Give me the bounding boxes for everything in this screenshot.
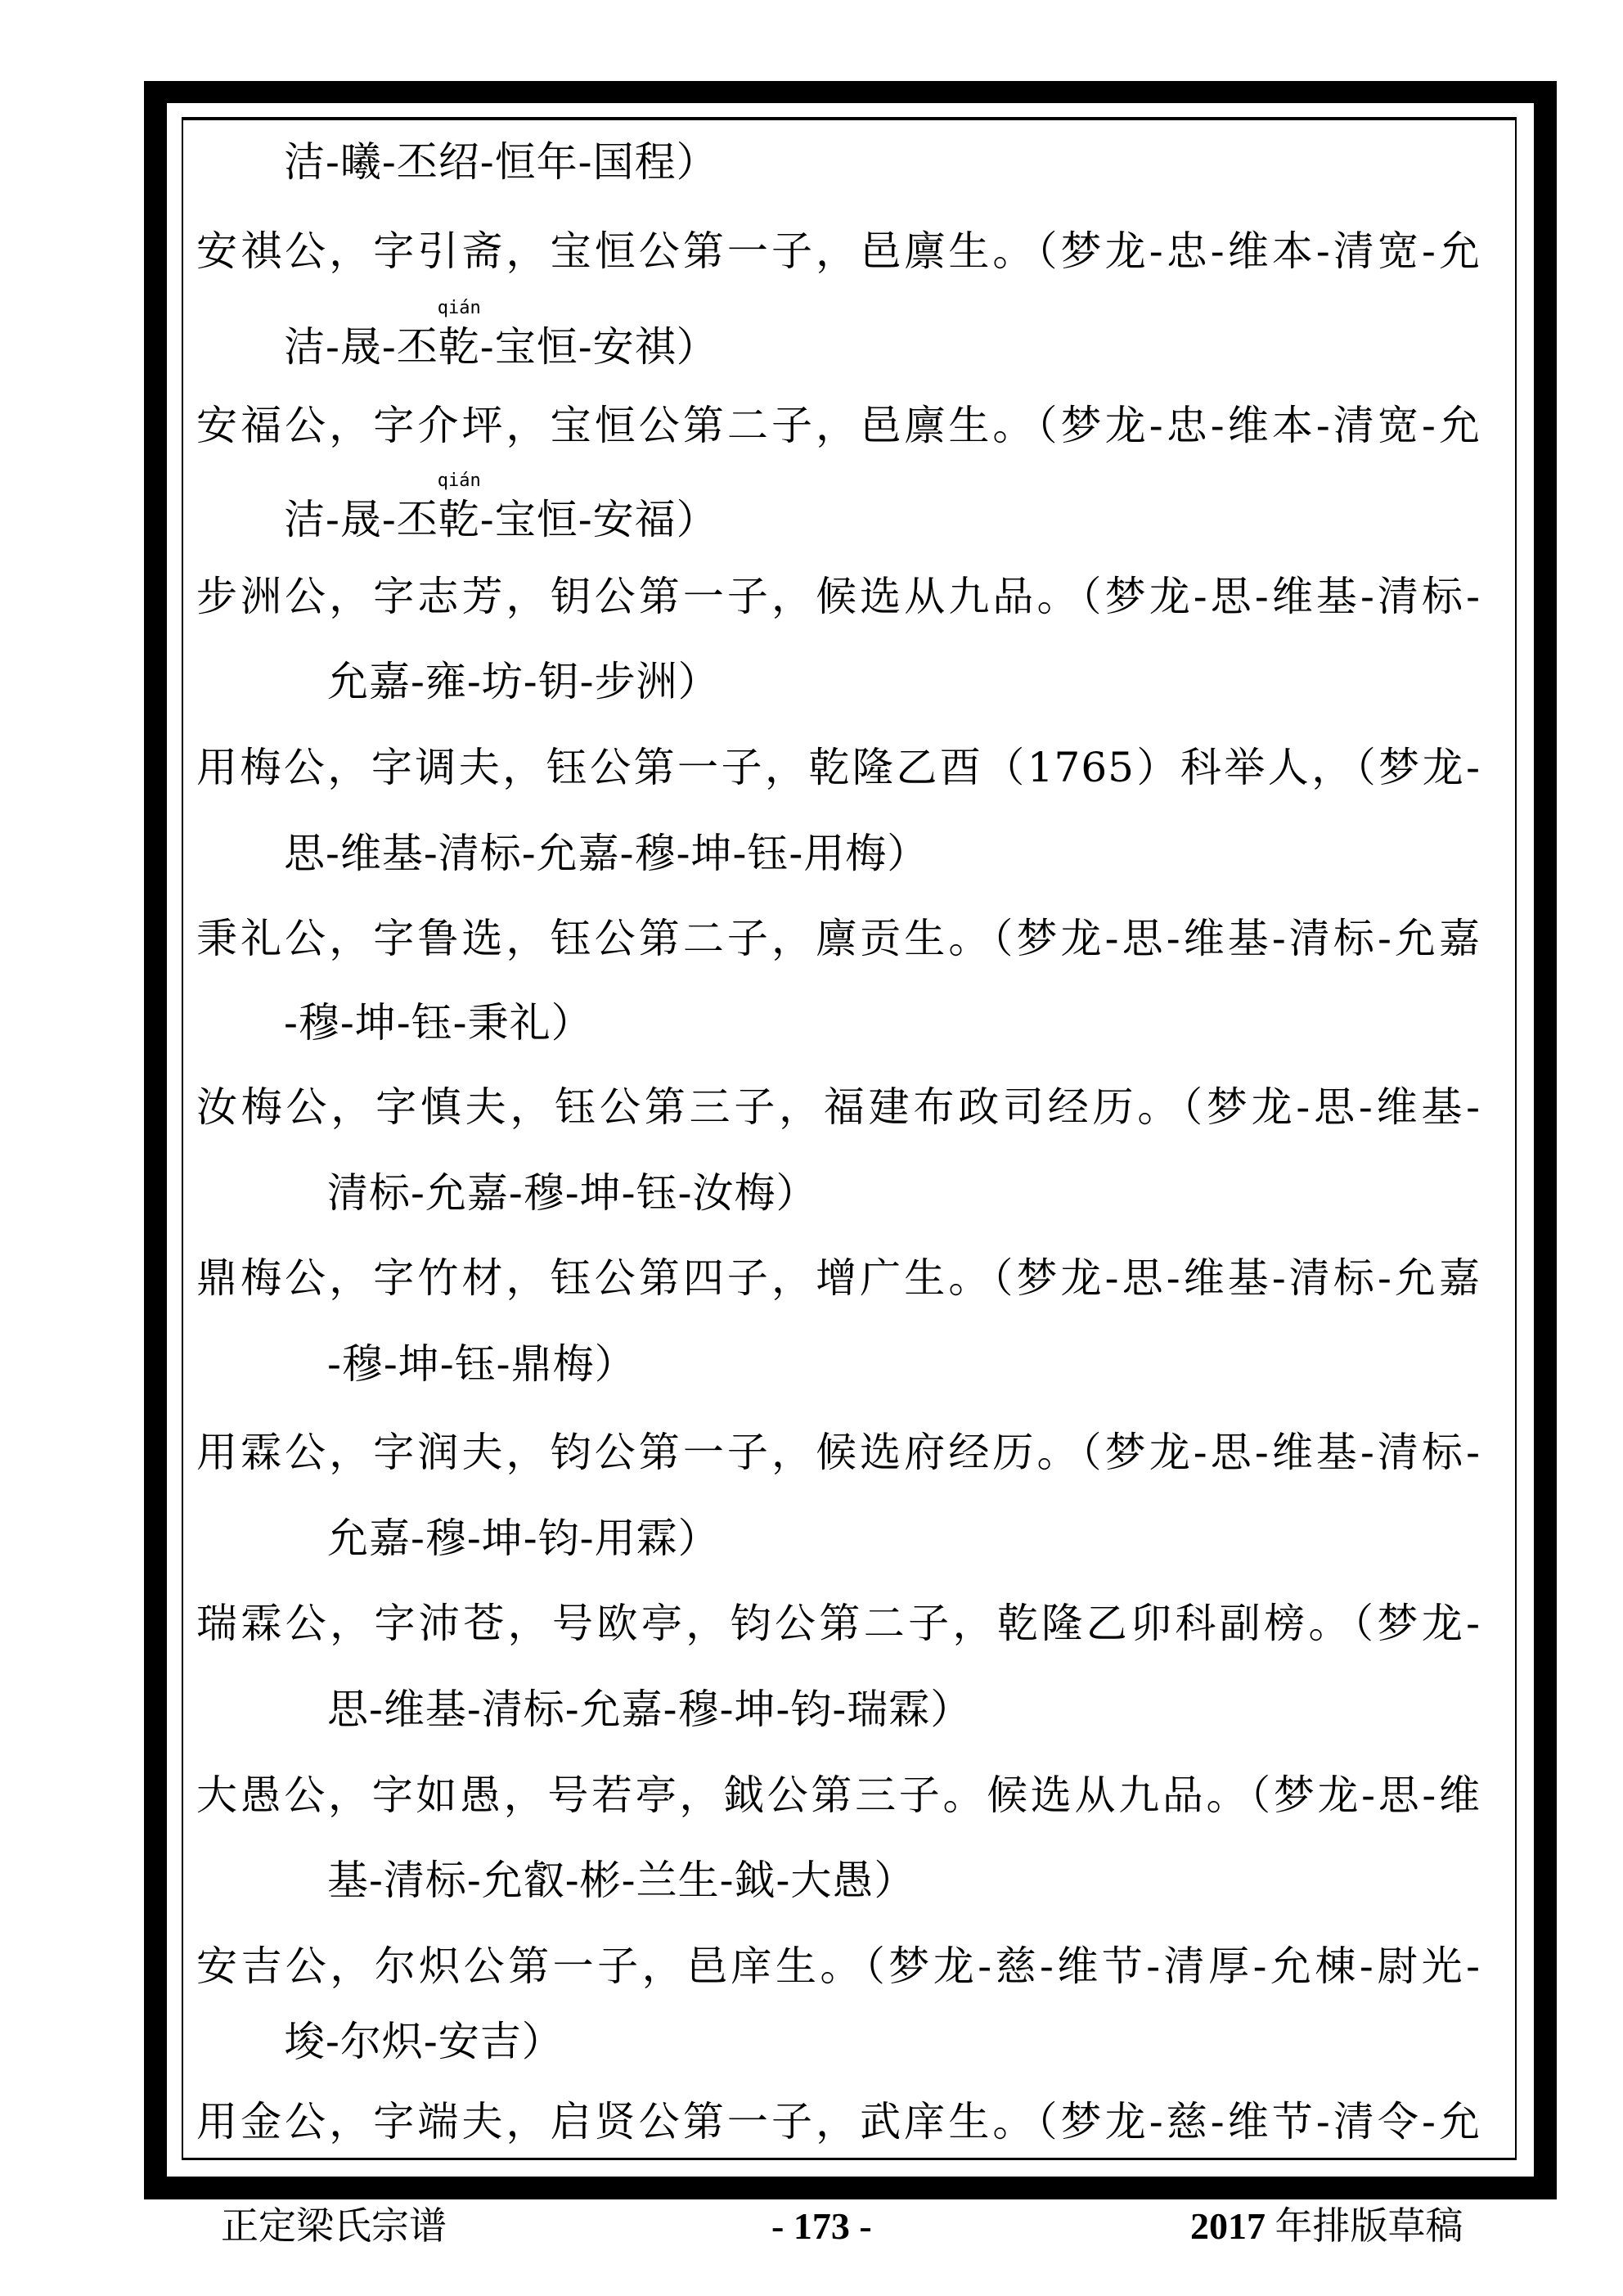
genealogy-line: 用金公，字端夫，启贤公第一子，武庠生。（梦龙-慈-维节-清令-允 xyxy=(196,2098,1481,2145)
genealogy-line: 洁-曦-丕绍-恒年-国程） xyxy=(284,138,718,186)
genealogy-line: 思-维基-清标-允嘉-穆-坤-钧-瑞霖） xyxy=(327,1686,973,1733)
line-text-after-ruby: -宝恒-安福） xyxy=(479,496,718,543)
genealogy-line: -穆-坤-钰-秉礼） xyxy=(284,999,593,1047)
ruby-base-character: 乾 xyxy=(438,496,480,543)
genealogy-line: 汝梅公，字慎夫，钰公第三子，福建布政司经历。（梦龙-思-维基- xyxy=(196,1083,1481,1131)
line-text-after-ruby: -宝恒-安祺） xyxy=(479,323,718,371)
genealogy-line: 用梅公，字调夫，钰公第一子，乾隆乙酉（1765）科举人，（梦龙- xyxy=(196,744,1481,791)
genealogy-line: 安吉公，尔炽公第一子，邑庠生。（梦龙-慈-维节-清厚-允棟-尉光- xyxy=(196,1943,1481,1990)
line-text-before-ruby: 洁-晟-丕 xyxy=(284,323,438,371)
genealogy-line: -穆-坤-钰-鼎梅） xyxy=(327,1340,636,1388)
genealogy-line: 鼎梅公，字竹材，钰公第四子，增广生。（梦龙-思-维基-清标-允嘉 xyxy=(196,1254,1481,1302)
genealogy-line: 安福公，字介坪，宝恒公第二子，邑廪生。（梦龙-忠-维本-清宽-允 xyxy=(196,402,1481,449)
genealogy-line: 安祺公，字引斋，宝恒公第一子，邑廪生。（梦龙-忠-维本-清宽-允 xyxy=(196,227,1481,275)
footer-page-number: - 173 - xyxy=(771,2205,872,2247)
genealogy-line: 用霖公，字润夫，钧公第一子，候选府经历。（梦龙-思-维基-清标- xyxy=(196,1429,1481,1476)
footer-draft-note xyxy=(1190,2204,1463,2249)
genealogy-line: 大愚公，字如愚，号若亭，鉞公第三子。候选从九品。（梦龙-思-维 xyxy=(196,1772,1481,1819)
genealogy-line: 思-维基-清标-允嘉-穆-坤-钰-用梅） xyxy=(284,830,929,877)
genealogy-line: 允嘉-雍-坊-钥-步洲） xyxy=(327,658,720,705)
genealogy-line: 基-清标-允叡-彬-兰生-鉞-大愚） xyxy=(327,1857,916,1904)
genealogy-line: 允嘉-穆-坤-钧-用霖） xyxy=(327,1515,720,1562)
footer-book-title: 正定梁氏宗谱 xyxy=(221,2205,447,2247)
annotated-character xyxy=(437,298,481,371)
ruby-base-character: 乾 xyxy=(438,323,480,371)
genealogy-line: 埈-尔炽-安吉） xyxy=(284,2018,564,2065)
footer-draft-year: 2017 xyxy=(1190,2205,1266,2247)
footer-draft-label: 年排版草稿 xyxy=(1266,2205,1463,2247)
genealogy-line: 秉礼公，字鲁选，钰公第二子，廪贡生。（梦龙-思-维基-清标-允嘉 xyxy=(196,915,1481,962)
pinyin-annotation: qián xyxy=(437,298,481,318)
line-text-before-ruby: 洁-晟-丕 xyxy=(284,496,438,543)
genealogy-line: 步洲公，字志芳，钥公第一子，候选从九品。（梦龙-思-维基-清标- xyxy=(196,573,1481,620)
genealogy-line xyxy=(284,298,718,371)
genealogy-line xyxy=(284,470,718,544)
pinyin-annotation: qián xyxy=(437,470,481,491)
annotated-character xyxy=(437,470,481,544)
genealogy-line: 瑞霖公，字沛苍，号欧亭，钧公第二子，乾隆乙卯科副榜。（梦龙- xyxy=(196,1600,1481,1647)
genealogy-line: 清标-允嘉-穆-坤-钰-汝梅） xyxy=(327,1169,818,1217)
